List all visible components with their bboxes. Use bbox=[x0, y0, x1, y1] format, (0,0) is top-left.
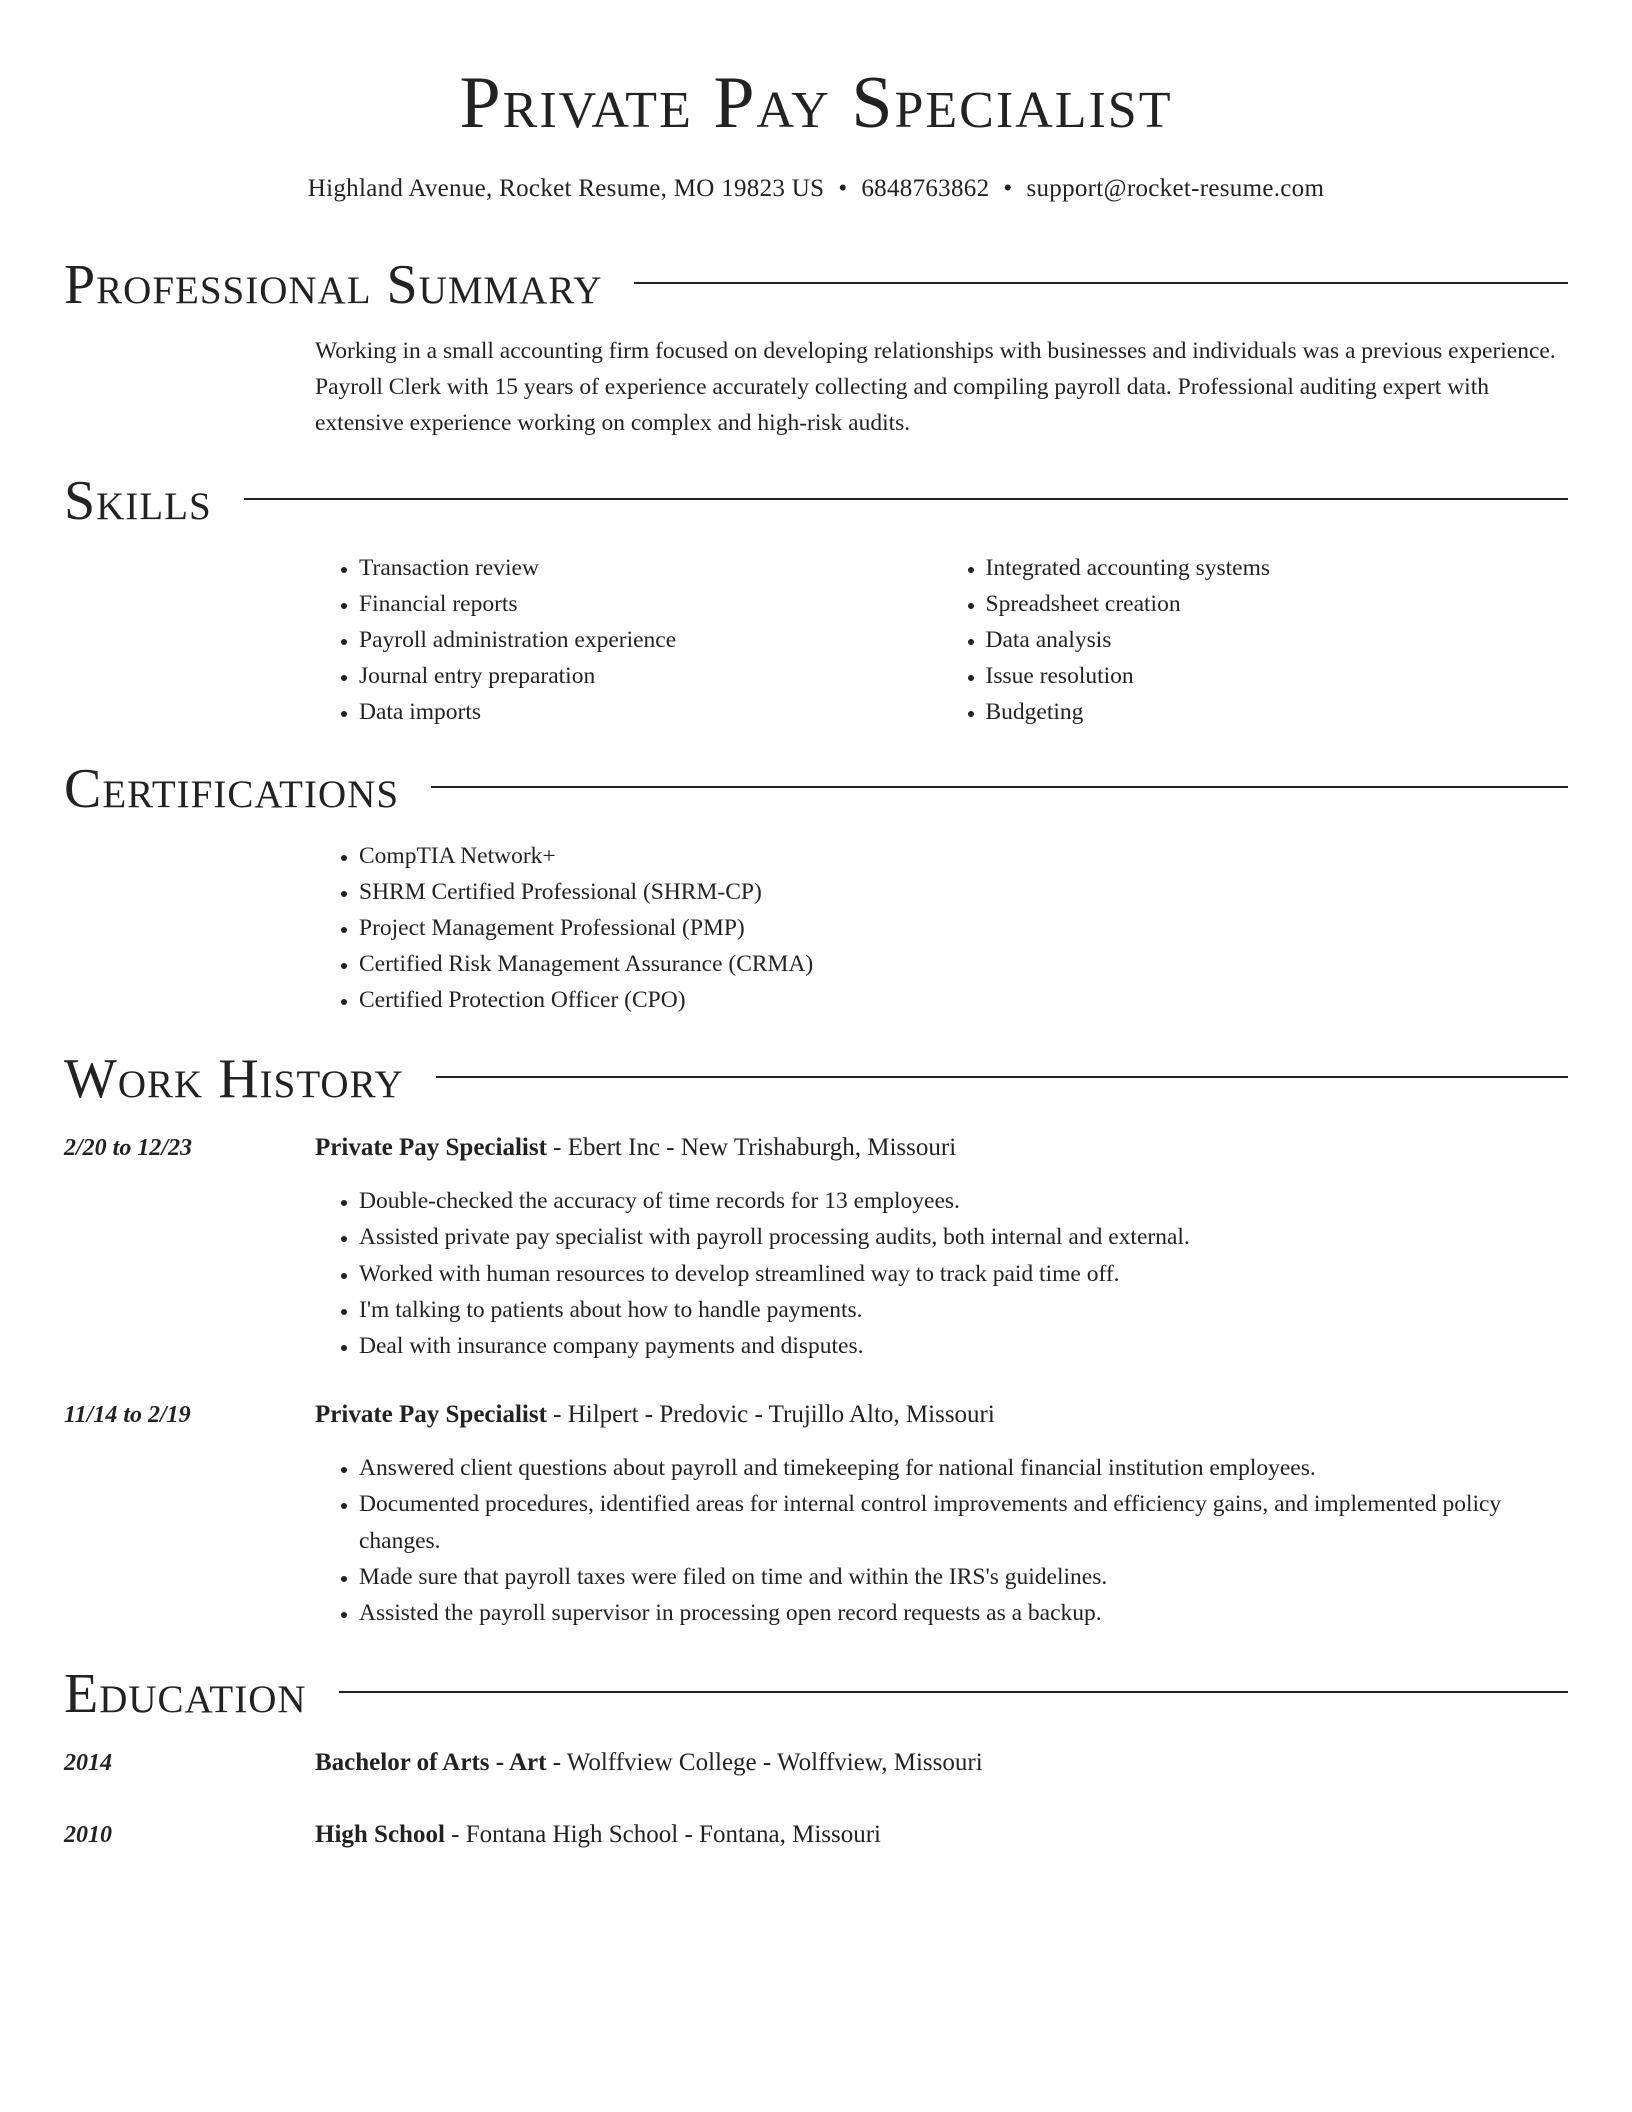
job-duties bbox=[315, 1183, 1568, 1364]
job-duty-item: • Documented procedures, identified areas for internal control improvements and efficiency gains, and implemented policy changes. bbox=[359, 1486, 1568, 1559]
certifications-block bbox=[315, 838, 1568, 1018]
summary-heading: Professional Summary bbox=[64, 254, 603, 316]
contact-email: support@rocket-resume.com bbox=[1026, 175, 1325, 202]
job-duty-item: • Assisted the payroll supervisor in processing open record requests as a backup. bbox=[359, 1595, 1568, 1631]
skills-list-left bbox=[315, 550, 942, 730]
skill-item: • Issue resolution bbox=[986, 658, 1569, 694]
certifications-section-header bbox=[64, 754, 1568, 824]
contact-address: Highland Avenue, Rocket Resume, MO 19823 US bbox=[307, 175, 825, 202]
job-heading bbox=[315, 1129, 1568, 1167]
job-duty-item: • Assisted private pay specialist with payroll processing audits, both internal and external. bbox=[359, 1219, 1568, 1255]
work-section-header bbox=[64, 1044, 1568, 1114]
job-duties-list bbox=[315, 1183, 1568, 1364]
job-heading bbox=[315, 1396, 1568, 1434]
job-duties-list bbox=[315, 1450, 1568, 1631]
contact-separator: • bbox=[1003, 175, 1013, 202]
job-title: Private Pay Specialist bbox=[315, 1401, 547, 1428]
job-duty-item: • Answered client questions about payroll and timekeeping for national financial institution employees. bbox=[359, 1450, 1568, 1486]
job-duty-item: • Deal with insurance company payments and disputes. bbox=[359, 1328, 1568, 1364]
education-school: - Fontana High School - Fontana, Missouri bbox=[444, 1821, 881, 1848]
skill-item: • Data imports bbox=[359, 694, 942, 730]
section-divider bbox=[431, 786, 1568, 788]
skill-item: • Data analysis bbox=[986, 622, 1569, 658]
education-year: 2014 bbox=[64, 1750, 112, 1776]
job-duty-item: • I'm talking to patients about how to handle payments. bbox=[359, 1292, 1568, 1328]
job-duties bbox=[315, 1450, 1568, 1631]
job-employer: - Ebert Inc - New Trishaburgh, Missouri bbox=[546, 1134, 957, 1161]
education-year: 2010 bbox=[64, 1822, 112, 1848]
education-degree: High School bbox=[315, 1821, 445, 1848]
education-section-header bbox=[64, 1659, 1568, 1729]
work-heading: Work History bbox=[64, 1048, 404, 1110]
summary-text: Working in a small accounting firm focused on developing relationships with businesses and individuals was a previous experience. Payroll Clerk with 15 years of experience accurately collecting and compiling payroll data. Professional auditing expert with extensive experience working on complex and high-risk audits. bbox=[315, 338, 1556, 436]
certification-item: • CompTIA Network+ bbox=[359, 838, 1568, 874]
job-duty-item: • Worked with human resources to develop streamlined way to track paid time off. bbox=[359, 1256, 1568, 1292]
contact-line bbox=[64, 172, 1568, 206]
certification-item: • Project Management Professional (PMP) bbox=[359, 910, 1568, 946]
education-heading: Education bbox=[64, 1663, 307, 1725]
candidate-name: Private Pay Specialist bbox=[459, 62, 1173, 144]
job-duty-item: • Double-checked the accuracy of time records for 13 employees. bbox=[359, 1183, 1568, 1219]
skill-item: • Integrated accounting systems bbox=[986, 550, 1569, 586]
section-divider bbox=[436, 1076, 1568, 1078]
section-divider bbox=[339, 1691, 1568, 1693]
skills-heading: Skills bbox=[64, 470, 212, 532]
job-title: Private Pay Specialist bbox=[315, 1134, 547, 1161]
skill-item: • Budgeting bbox=[986, 694, 1569, 730]
section-divider bbox=[634, 282, 1568, 284]
skill-item: • Financial reports bbox=[359, 586, 942, 622]
certifications-heading: Certifications bbox=[64, 758, 400, 820]
education-heading-line bbox=[315, 1744, 1568, 1782]
summary-section-header bbox=[64, 250, 1568, 320]
job-employer: - Hilpert - Predovic - Trujillo Alto, Missouri bbox=[546, 1401, 995, 1428]
certifications-list bbox=[315, 838, 1568, 1018]
skills-block bbox=[315, 550, 1568, 730]
skill-item: • Journal entry preparation bbox=[359, 658, 942, 694]
education-heading-line bbox=[315, 1816, 1568, 1854]
summary-block bbox=[315, 333, 1568, 441]
skill-item: • Payroll administration experience bbox=[359, 622, 942, 658]
section-divider bbox=[244, 498, 1568, 500]
skill-item: • Transaction review bbox=[359, 550, 942, 586]
certification-item: • SHRM Certified Professional (SHRM-CP) bbox=[359, 874, 1568, 910]
job-duty-item: • Made sure that payroll taxes were filed on time and within the IRS's guidelines. bbox=[359, 1559, 1568, 1595]
skills-columns bbox=[315, 550, 1568, 730]
certification-item: • Certified Protection Officer (CPO) bbox=[359, 982, 1568, 1018]
job-dates: 11/14 to 2/19 bbox=[64, 1402, 191, 1428]
job-dates: 2/20 to 12/23 bbox=[64, 1135, 193, 1161]
contact-phone: 6848763862 bbox=[861, 175, 990, 202]
education-degree: Bachelor of Arts - Art bbox=[315, 1749, 547, 1776]
contact-separator: • bbox=[838, 175, 848, 202]
skills-list-right bbox=[942, 550, 1569, 730]
certification-item: • Certified Risk Management Assurance (CRMA) bbox=[359, 946, 1568, 982]
skill-item: • Spreadsheet creation bbox=[986, 586, 1569, 622]
skills-section-header bbox=[64, 466, 1568, 536]
education-school: - Wolffview College - Wolffview, Missouri bbox=[546, 1749, 983, 1776]
